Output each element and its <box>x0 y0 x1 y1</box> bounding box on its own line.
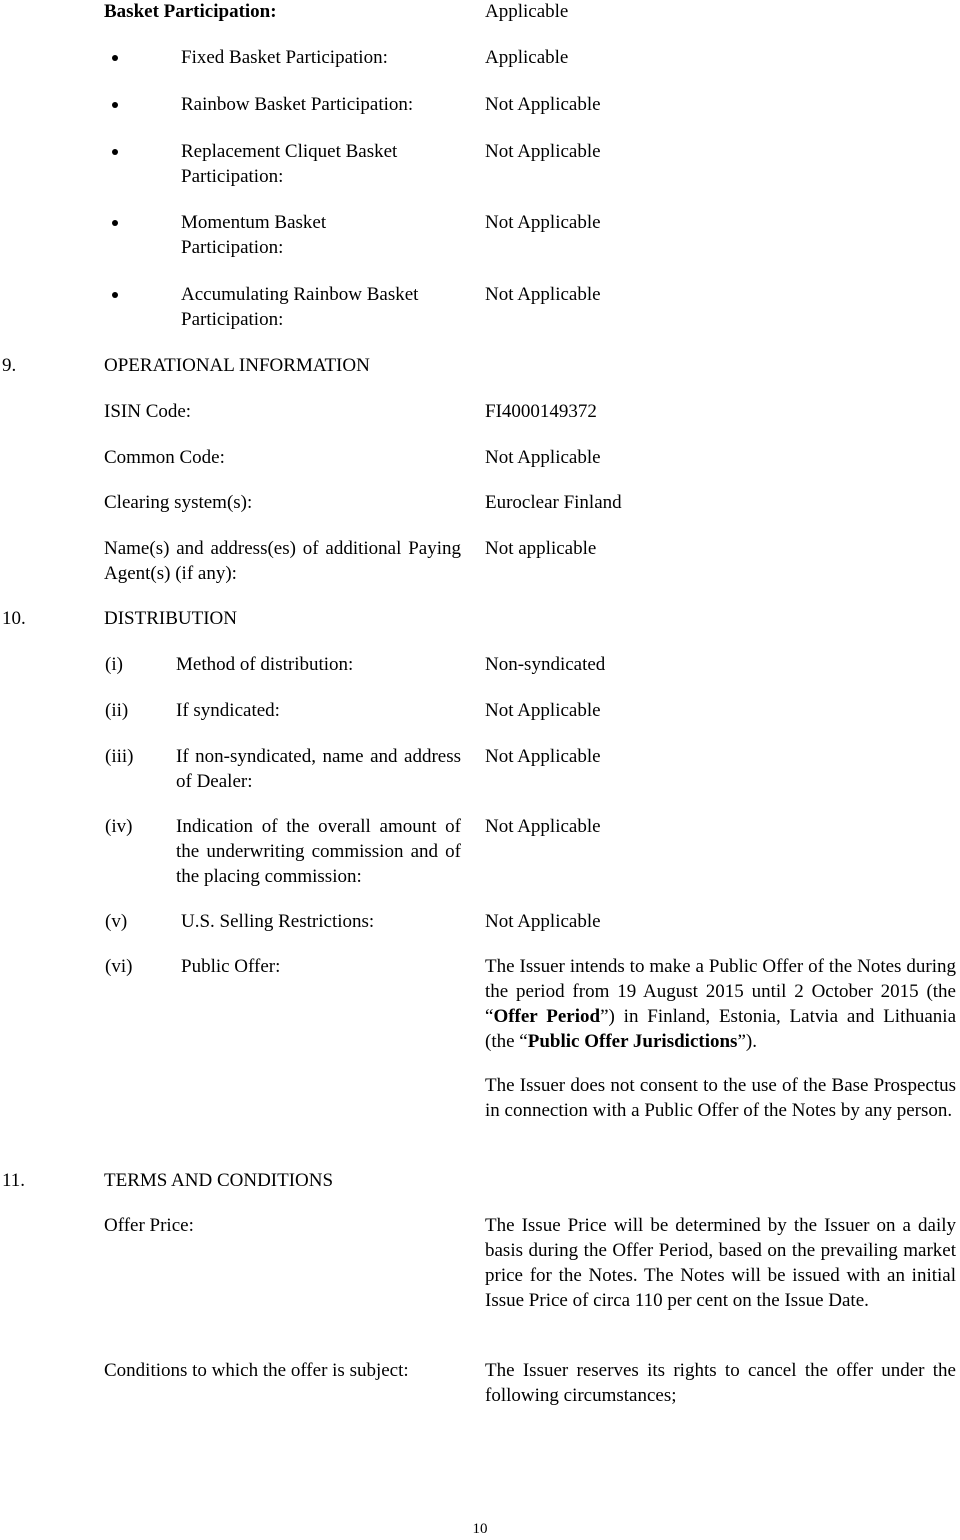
field-label: If non-syndicated, name and address of Dealer: <box>176 746 461 792</box>
basket-item-label: Replacement Cliquet Basket Participation: <box>181 141 398 187</box>
basket-item-value: Not Applicable <box>485 94 601 115</box>
item-number: (v) <box>105 911 128 932</box>
item-number: (iv) <box>105 816 133 837</box>
field-value: Not Applicable <box>485 746 601 767</box>
basket-item-label: Rainbow Basket Participation: <box>181 94 414 115</box>
item-number: (ii) <box>105 700 129 721</box>
bullet-icon <box>112 210 122 235</box>
basket-item-label: Momentum Basket Participation: <box>181 212 327 258</box>
basket-item-value: Not Applicable <box>485 141 601 162</box>
consent-paragraph: The Issuer does not consent to the use of the Base Prospectus in connection with a Public Offer of the Notes by any person. <box>485 1075 956 1121</box>
bullet-icon <box>112 282 122 307</box>
field-label: Clearing system(s): <box>104 492 253 513</box>
field-value: Not Applicable <box>485 911 601 932</box>
field-label: Public Offer: <box>181 956 281 977</box>
conditions-paragraph: The Issuer reserves its rights to cancel the offer under the following circumstances; <box>485 1360 956 1406</box>
section-title: DISTRIBUTION <box>104 608 237 629</box>
public-offer-text: The Issuer intends to make a Public Offer of the Notes during the period from 19 August 2015 until 2 October 2015 (the “ <box>485 956 956 1027</box>
section-number: 10. <box>2 608 26 629</box>
basket-item-value: Applicable <box>485 47 569 68</box>
basket-heading: Basket Participation: <box>104 1 277 22</box>
section-title: OPERATIONAL INFORMATION <box>104 355 370 376</box>
bullet-icon <box>112 139 122 164</box>
basket-item-label: Fixed Basket Participation: <box>181 47 388 68</box>
item-number: (iii) <box>105 746 134 767</box>
item-number: (i) <box>105 654 123 675</box>
section-number: 9. <box>2 355 17 376</box>
defined-term-public-offer-jurisdictions: Public Offer Jurisdictions <box>527 1031 738 1052</box>
field-label: If syndicated: <box>176 700 280 721</box>
basket-heading-value: Applicable <box>485 1 569 22</box>
field-label: Offer Price: <box>104 1215 194 1236</box>
field-value: Not applicable <box>485 538 597 559</box>
field-value: Not Applicable <box>485 447 601 468</box>
field-label: Conditions to which the offer is subject: <box>104 1360 409 1381</box>
field-label: Name(s) and address(es) of additional Paying Agent(s) (if any): <box>104 538 461 584</box>
field-label: U.S. Selling Restrictions: <box>181 911 375 932</box>
basket-item-value: Not Applicable <box>485 212 601 233</box>
defined-term-offer-period: Offer Period <box>493 1006 601 1027</box>
section-title: TERMS AND CONDITIONS <box>104 1170 334 1191</box>
field-value: Non-syndicated <box>485 654 606 675</box>
public-offer-text: ”) in Finland, Estonia, Latvia and Lithuania (the “ <box>485 1006 956 1052</box>
field-value: Euroclear Finland <box>485 492 622 513</box>
page-number: 10 <box>472 1521 488 1537</box>
basket-item-value: Not Applicable <box>485 284 601 305</box>
public-offer-text: ”). <box>737 1031 757 1052</box>
section-number: 11. <box>2 1170 26 1191</box>
offer-price-paragraph: The Issue Price will be determined by the Issuer on a daily basis during the Offer Period, based on the prevailing market price for the Notes. The Notes will be issued with an initial Issue Price of circa 110 per cent on the Issue Date. <box>485 1215 956 1311</box>
field-label: Common Code: <box>104 447 225 468</box>
field-label: ISIN Code: <box>104 401 192 422</box>
field-value: Not Applicable <box>485 816 601 837</box>
field-value: Not Applicable <box>485 700 601 721</box>
bullet-icon <box>112 92 122 117</box>
bullet-icon <box>112 45 122 70</box>
field-label: Method of distribution: <box>176 654 354 675</box>
basket-item-label: Accumulating Rainbow Basket Participation: <box>181 284 419 330</box>
field-value: FI4000149372 <box>485 401 597 422</box>
public-offer-paragraph <box>485 954 956 1054</box>
field-label: Indication of the overall amount of the underwriting commission and of the placing commission: <box>176 816 461 887</box>
item-number: (vi) <box>105 956 133 977</box>
